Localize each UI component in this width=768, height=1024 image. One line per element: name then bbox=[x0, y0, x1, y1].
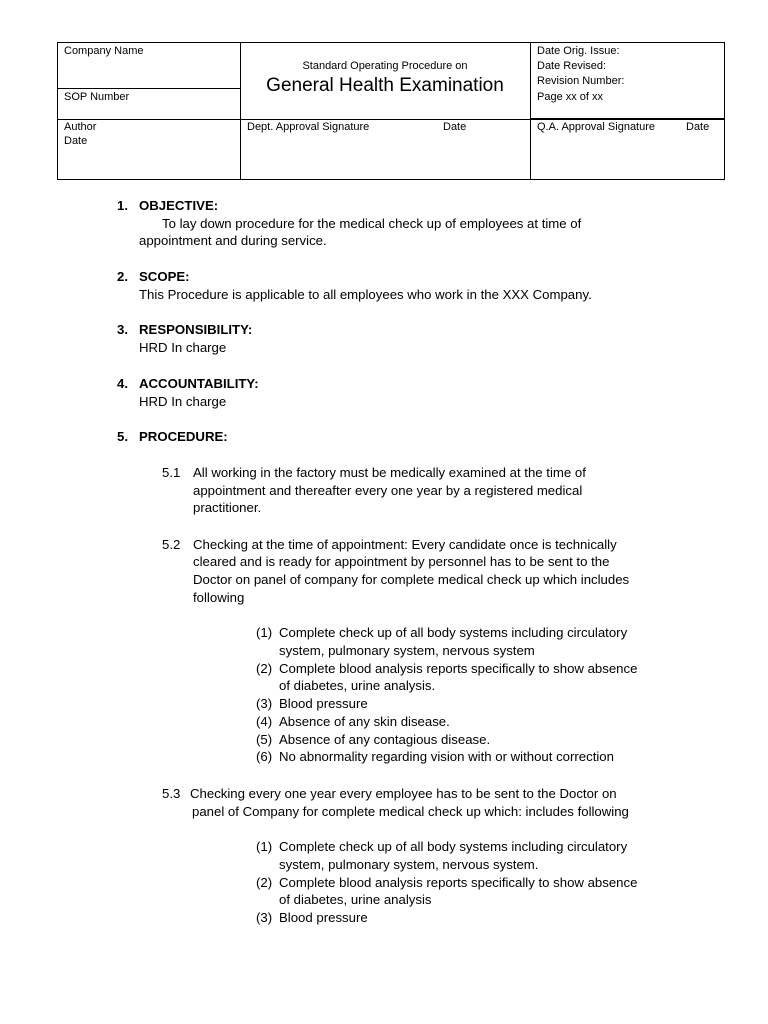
section-heading-procedure: PROCEDURE: bbox=[139, 429, 228, 444]
list-item: No abnormality regarding vision with or without correction bbox=[279, 749, 614, 764]
section-heading-objective: OBJECTIVE: bbox=[139, 198, 219, 213]
section-number: 4. bbox=[117, 376, 128, 391]
table-divider bbox=[58, 88, 240, 89]
list-item-number: (2) bbox=[256, 661, 273, 676]
dept-approval-date-label: Date bbox=[443, 121, 467, 133]
list-item: Complete blood analysis reports specifically to show absence bbox=[279, 875, 638, 890]
procedure-text-line: All working in the factory must be medically examined at the time of bbox=[193, 465, 586, 480]
list-item: of diabetes, urine analysis bbox=[279, 892, 432, 907]
list-item: Blood pressure bbox=[279, 696, 368, 711]
section-number: 1. bbox=[117, 198, 128, 213]
procedure-text-line: panel of Company for complete medical check up which: includes following bbox=[192, 804, 629, 819]
document-title: General Health Examination bbox=[266, 75, 504, 96]
list-item: Complete blood analysis reports specifically to show absence bbox=[279, 661, 638, 676]
procedure-text-line: practitioner. bbox=[193, 500, 262, 515]
procedure-text-line: appointment and thereafter every one year by a registered medical bbox=[193, 483, 583, 498]
objective-text-line: appointment and during service. bbox=[139, 233, 327, 248]
qa-approval-label: Q.A. Approval Signature bbox=[537, 121, 656, 133]
subsection-number: 5.3 bbox=[162, 786, 181, 801]
objective-text-line: To lay down procedure for the medical check up of employees at time of bbox=[162, 216, 582, 231]
list-item-number: (3) bbox=[256, 696, 273, 711]
procedure-text-line: Checking every one year every employee has to be sent to the Doctor on bbox=[190, 786, 617, 801]
sop-number-label: SOP Number bbox=[64, 91, 130, 103]
section-heading-scope: SCOPE: bbox=[139, 269, 190, 284]
list-item-number: (3) bbox=[256, 910, 273, 925]
revision-number-label: Revision Number: bbox=[537, 75, 625, 87]
subsection-number: 5.1 bbox=[162, 465, 181, 480]
list-item-number: (6) bbox=[256, 749, 273, 764]
author-date-label: Date bbox=[64, 135, 88, 147]
date-orig-issue-label: Date Orig. Issue: bbox=[537, 45, 620, 57]
section-number: 5. bbox=[117, 429, 128, 444]
author-label: Author bbox=[64, 121, 97, 133]
list-item: system, pulmonary system, nervous system. bbox=[279, 857, 539, 872]
section-heading-accountability: ACCOUNTABILITY: bbox=[139, 376, 259, 391]
list-item-number: (1) bbox=[256, 625, 273, 640]
table-divider bbox=[530, 43, 531, 179]
qa-approval-date-label: Date bbox=[686, 121, 710, 133]
section-number: 3. bbox=[117, 322, 128, 337]
list-item-number: (1) bbox=[256, 839, 273, 854]
list-item-number: (5) bbox=[256, 732, 273, 747]
list-item: system, pulmonary system, nervous system bbox=[279, 643, 535, 658]
list-item: Blood pressure bbox=[279, 910, 368, 925]
procedure-text-line: cleared and is ready for appointment by personnel has to be sent to the bbox=[193, 554, 610, 569]
list-item: Complete check up of all body systems including circulatory bbox=[279, 839, 628, 854]
section-number: 2. bbox=[117, 269, 128, 284]
document-subtitle: Standard Operating Procedure on bbox=[302, 60, 468, 72]
list-item-number: (4) bbox=[256, 714, 273, 729]
page-count-label: Page xx of xx bbox=[537, 91, 604, 103]
list-item: of diabetes, urine analysis. bbox=[279, 678, 436, 693]
procedure-text-line: following bbox=[193, 590, 245, 605]
list-item-number: (2) bbox=[256, 875, 273, 890]
list-item: Complete check up of all body systems including circulatory bbox=[279, 625, 628, 640]
accountability-text: HRD In charge bbox=[139, 394, 227, 409]
scope-text: This Procedure is applicable to all employees who work in the XXX Company. bbox=[139, 287, 592, 302]
list-item: Absence of any skin disease. bbox=[279, 714, 450, 729]
procedure-text-line: Checking at the time of appointment: Every candidate once is technically bbox=[193, 537, 617, 552]
subsection-number: 5.2 bbox=[162, 537, 181, 552]
procedure-text-line: Doctor on panel of company for complete medical check up which includes bbox=[193, 572, 630, 587]
date-revised-label: Date Revised: bbox=[537, 60, 607, 72]
dept-approval-label: Dept. Approval Signature bbox=[247, 121, 370, 133]
responsibility-text: HRD In charge bbox=[139, 340, 227, 355]
sop-header-table bbox=[57, 42, 725, 180]
section-heading-responsibility: RESPONSIBILITY: bbox=[139, 322, 253, 337]
list-item: Absence of any contagious disease. bbox=[279, 732, 491, 747]
company-name-label: Company Name bbox=[64, 45, 144, 57]
